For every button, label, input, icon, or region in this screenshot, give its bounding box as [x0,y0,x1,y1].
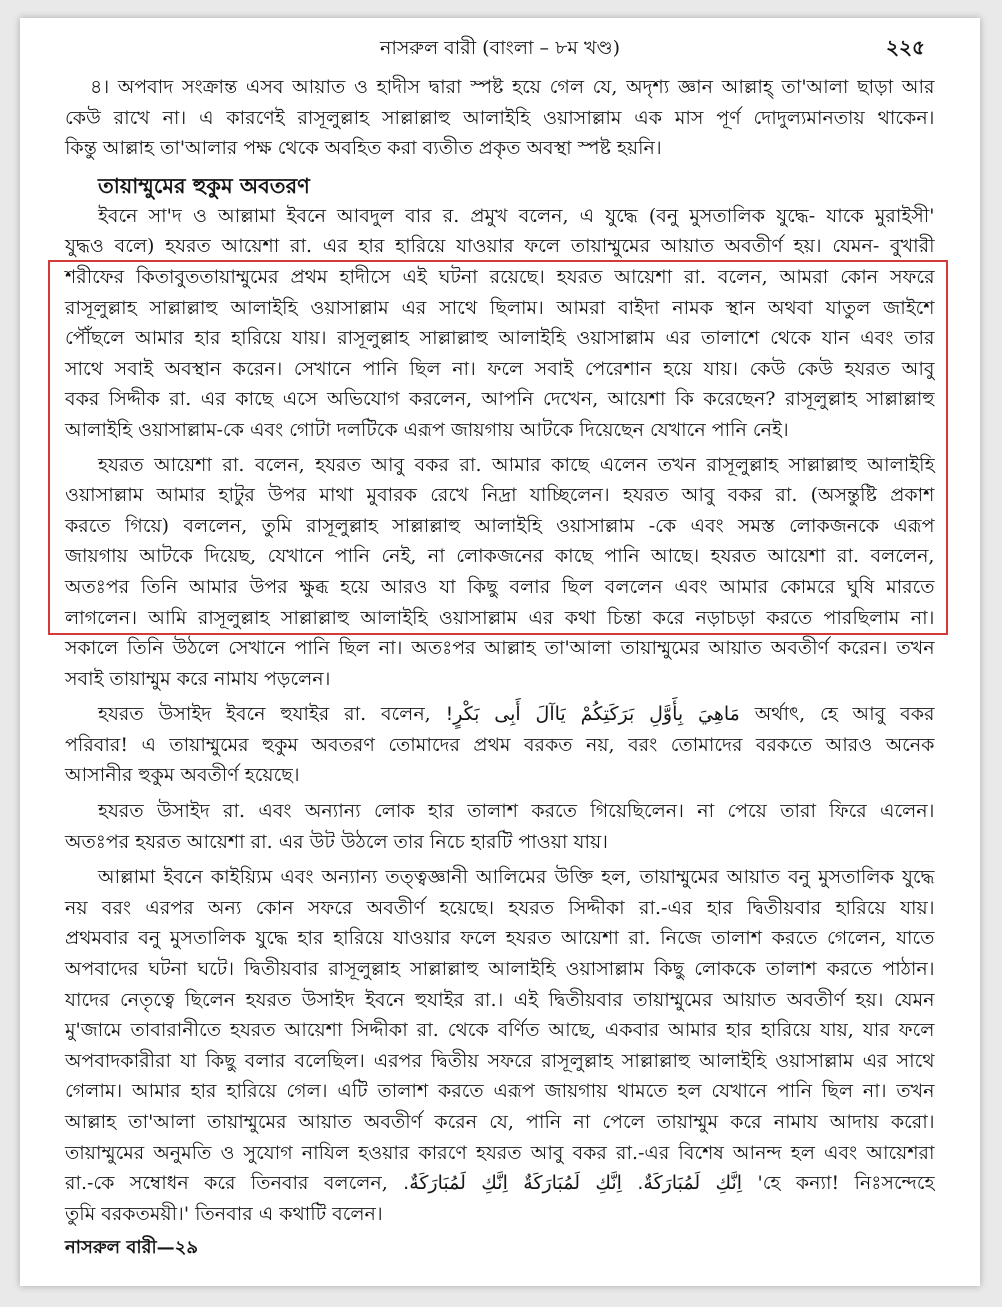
line-text-segment: রা.-কে সম্বোধন করে তিনবার বললেন, [65,1172,388,1195]
section-heading: তায়াম্মুমের হুকুম অবতরণ [98,172,310,198]
line-text: আসানীর হুকুম অবতীর্ণ হয়েছে। [65,764,300,787]
text-line [65,231,935,262]
paragraph-continuation [65,262,935,446]
paragraph [65,201,935,262]
line-text: তুমি বরকতময়ী।' তিনবার এ কথাটি বলেন। [65,1202,383,1225]
text-line [65,511,935,542]
text-line [65,415,935,446]
text-line [65,72,935,103]
line-text: গেলাম। আমার হার হারিয়ে গেল। এটি তালাশ করতে এরূপ জায়গায় থামতে হল যেখানে পানি ছিল না। তখন [65,1080,935,1103]
line-text: অপবাদকারীরা যা কিছু বলার বলেছিল। এরপর দ্বিতীয় সফরে রাসূলুল্লাহ সাল্লাল্লাহু আলাইহি ওয়াসাল্লাম এর সাথে [65,1049,935,1072]
text-line [65,1015,935,1046]
text-line [65,1107,935,1138]
line-text: সকালে তিনি উঠলে সেখানে পানি ছিল না। অতঃপর আল্লাহ তা'আলা তায়াম্মুমের আয়াত অবতীর্ণ করেন। তখন [65,637,935,660]
line-text: হযরত আয়েশা রা. বলেন, হযরত আবু বকর রা. আমার কাছে এলেন তখন রাসূলুল্লাহ সাল্লাল্লাহু আলাইহি [98,453,935,476]
line-text: অতঃপর তিনি আমার উপর ক্ষুব্ধ হয়ে আরও যা কিছু বলার ছিল বললেন এবং আমার কোমরে ঘুষি মারতে [65,575,935,598]
text-line [65,1199,935,1230]
line-text: যুদ্ধও বলে) হযরত আয়েশা রা. এর হার হারিয়ে যাওয়ার ফলে তায়াম্মুমের আয়াত অবতীর্ণ হয়। যেমন- বুখারী [65,235,935,258]
line-text-segment: অর্থাৎ, হে আবু বকর [754,703,935,726]
line-text: ওয়াসাল্লাম আমার হাটুর উপর মাথা মুবারক রেখে নিদ্রা যাচ্ছিলেন। হযরত আবু বকর রা. (অসন্তুষ্টি প্রকাশ [65,484,935,507]
line-text: মু'জামে তাবারানীতে হযরত আয়েশা সিদ্দীকা রা. থেকে বর্ণিত আছে, একবার আমার হার হারিয়ে যায়, যার ফলে [65,1019,935,1042]
page-body [65,72,935,1229]
line-text: বকর সিদ্দীক রা. এর কাছে এসে অভিযোগ করলেন, আপনি দেখেন, আয়েশা কি করেছেন? রাসূলুল্লাহ সাল্লাল্লাহু [65,388,935,411]
line-text: শরীফের কিতাবুততায়াম্মুমের প্রথম হাদীসে এই ঘটনা রয়েছে। হযরত আয়েশা রা. বলেন, আমরা কোন সফরে [65,265,935,288]
text-line [65,480,935,511]
text-line [65,201,935,232]
text-line [65,954,935,985]
line-text: সাথে সবাই অবস্থান করেন। সেখানে পানি ছিল না। ফলে সবাই পেরেশান হয়ে যায়। কেউ কেউ হযরত আবু [65,357,935,380]
text-line [65,862,935,893]
text-line [65,1046,935,1077]
line-text: পরিবার! এ তায়াম্মুমের হুকুম অবতরণ তোমাদের প্রথম বরকত নয়, বরং তোমাদের বরকতে আরও অনেক [65,733,935,756]
line-text [65,1168,934,1199]
text-line [65,541,935,572]
line-text: পৌঁছলে আমার হার হারিয়ে যায়। রাসূলুল্লাহ সাল্লাল্লাহু আলাইহি ওয়াসাল্লাম এর তালাশে থেকে যান এবং তার [65,327,935,350]
text-line [65,262,935,293]
line-text: লাগলেন। আমি রাসূলুল্লাহ সাল্লাল্লাহু আলাইহি ওয়াসাল্লাম এর কথা চিন্তা করে নড়াচড়া করতে পারছিলাম না। [65,606,935,629]
text-line [65,699,935,730]
text-line [65,827,935,858]
line-text: কিন্তু আল্লাহ তা'আলার পক্ষ থেকে অবহিত করা ব্যতীত প্রকৃত অবস্থা স্পষ্ট হয়নি। [65,137,662,160]
line-text: যাদের নেতৃত্বে ছিলেন হযরত উসাইদ ইবনে হুযাইর রা.। এই দ্বিতীয়বার তায়াম্মুমের আয়াত অবতীর্ণ হয়। যেমন [65,988,935,1011]
paragraph [65,699,935,791]
line-text: ইবনে সা'দ ও আল্লামা ইবনে আবদুল বার র. প্রমুখ বলেন, এ যুদ্ধে (বনু মুসতালিক যুদ্ধে- যাকে মুরাইসী' [98,204,935,227]
text-line [65,450,935,481]
paragraph [65,450,935,634]
line-text [98,699,934,730]
text-line [65,633,935,664]
line-text-segment: 'হে কন্যা! নিঃসন্দেহে [757,1172,935,1195]
book-page [20,18,980,1286]
line-text: কেউ রাখে না। এ কারণেই রাসূলুল্লাহ সাল্লাল্লাহু আলাইহি ওয়াসাল্লাম এক মাস পূর্ণ দোদুল্যমানতায় থাকেন। [65,106,935,129]
text-line [65,384,935,415]
text-line [65,760,935,791]
line-text: হযরত উসাইদ রা. এবং অন্যান্য লোক হার তালাশ করতে গিয়েছিলেন। না পেয়ে তারা ফিরে এলেন। [98,800,935,823]
text-line [65,1138,935,1169]
text-line [65,603,935,634]
text-line [65,323,935,354]
arabic-quote: مَاهِيَ بِأَوَّلِ بَرَكَتِكُمْ يَاآلَ أَبِى بَكْرٍ! [445,703,740,726]
line-text: অতঃপর হযরত আয়েশা রা. এর উট উঠলে তার নিচে হারটি পাওয়া যায়। [65,830,608,853]
text-line [65,1076,935,1107]
paragraph [65,862,935,1229]
text-line [65,133,935,164]
line-text: জায়গায় আটকে দিয়েছ, যেখানে পানি নেই, না লোকজনের কাছে পানি আছে। হযরত আয়েশা রা. বললেন, [65,545,935,568]
line-text: সবাই তায়াম্মুম করে নামায পড়লেন। [65,667,331,690]
line-text: অপবাদের ঘটনা ঘটে। দ্বিতীয়বার রাসূলুল্লাহ সাল্লাল্লাহু আলাইহি ওয়াসাল্লাম কিছু লোককে তালাশ করতে পাঠান। [65,958,935,981]
text-line [65,985,935,1016]
line-text: আলাইহি ওয়াসাল্লাম-কে এবং গোটা দলটিকে এরূপ জায়গায় আটকে দিয়েছেন যেখানে পানি নেই। [65,418,789,441]
text-line [65,664,935,695]
line-text: তায়াম্মুমের অনুমতি ও সুযোগ নাযিল হওয়ার কারণে হযরত আবু বকর রা.-এর বিশেষ আনন্দ হল এবং আয়েশরা [65,1141,935,1164]
highlight-box [48,260,948,635]
line-text: রাসূলুল্লাহ সাল্লাল্লাহু আলাইহি ওয়াসাল্লাম এর সাথে ছিলাম। আমরা বাইদা নামক স্থান অথবা যাতুল জাইশে [65,296,935,319]
arabic-quote: اِنَّكِ لَمُبَارَكَةٌ. اِنَّكِ لَمُبَارَكَةٌ اِنَّكِ لَمُبَارَكَةٌ. [403,1172,743,1195]
text-line [65,923,935,954]
line-text: আল্লাহ তা'আলা তায়াম্মুমের আয়াত অবতীর্ণ করেন যে, পানি না পেলে তায়াম্মুম করে নামায আদায় করো। [65,1111,935,1133]
text-line [65,354,935,385]
line-text: ৪। অপবাদ সংক্রান্ত এসব আয়াত ও হাদীস দ্বারা স্পষ্ট হয়ে গেল যে, অদৃশ্য জ্ঞান আল্লাহ্ তা'আলা ছাড়া আর [90,76,935,98]
paragraph [65,796,935,857]
text-line [65,730,935,761]
page-number: ২২৫ [886,35,925,59]
footer-signature: নাসরুল বারী—২৯ [65,1237,199,1258]
text-line [65,893,935,924]
text-line [65,572,935,603]
line-text: করতে গিয়ে) বললেন, তুমি রাসূলুল্লাহ সাল্লাল্লাহু আলাইহি ওয়াসাল্লাম -কে এবং সমস্ত লোকজনকে এরূপ [65,514,935,537]
paragraph [65,72,935,164]
text-line [65,293,935,324]
line-text: নয় বরং এরপর অন্য কোন সফরে অবতীর্ণ হয়েছে। হযরত সিদ্দীকা রা.-এর হার দ্বিতীয়বার হারিয়ে যায়। [65,896,935,919]
line-text: প্রথমবার বনু মুসতালিক যুদ্ধে হার হারিয়ে যাওয়ার ফলে হযরত আয়েশা রা. নিজে তালাশ করতে গেলেন, যাতে [65,927,935,950]
line-text: আল্লামা ইবনে কাইয়্যিম এবং অন্যান্য তত্ত্বজ্ঞানী আলিমের উক্তি হল, তায়াম্মুমের আয়াত বনু মুসতালিক যুদ্ধে [98,866,935,889]
running-header-title: নাসরুল বারী (বাংলা – ৮ম খণ্ড) [379,37,621,59]
text-line [65,796,935,827]
text-line [65,103,935,134]
line-text-segment: হযরত উসাইদ ইবনে হুযাইর রা. বলেন, [98,703,431,726]
paragraph-continuation [65,633,935,694]
text-line [65,1168,935,1199]
